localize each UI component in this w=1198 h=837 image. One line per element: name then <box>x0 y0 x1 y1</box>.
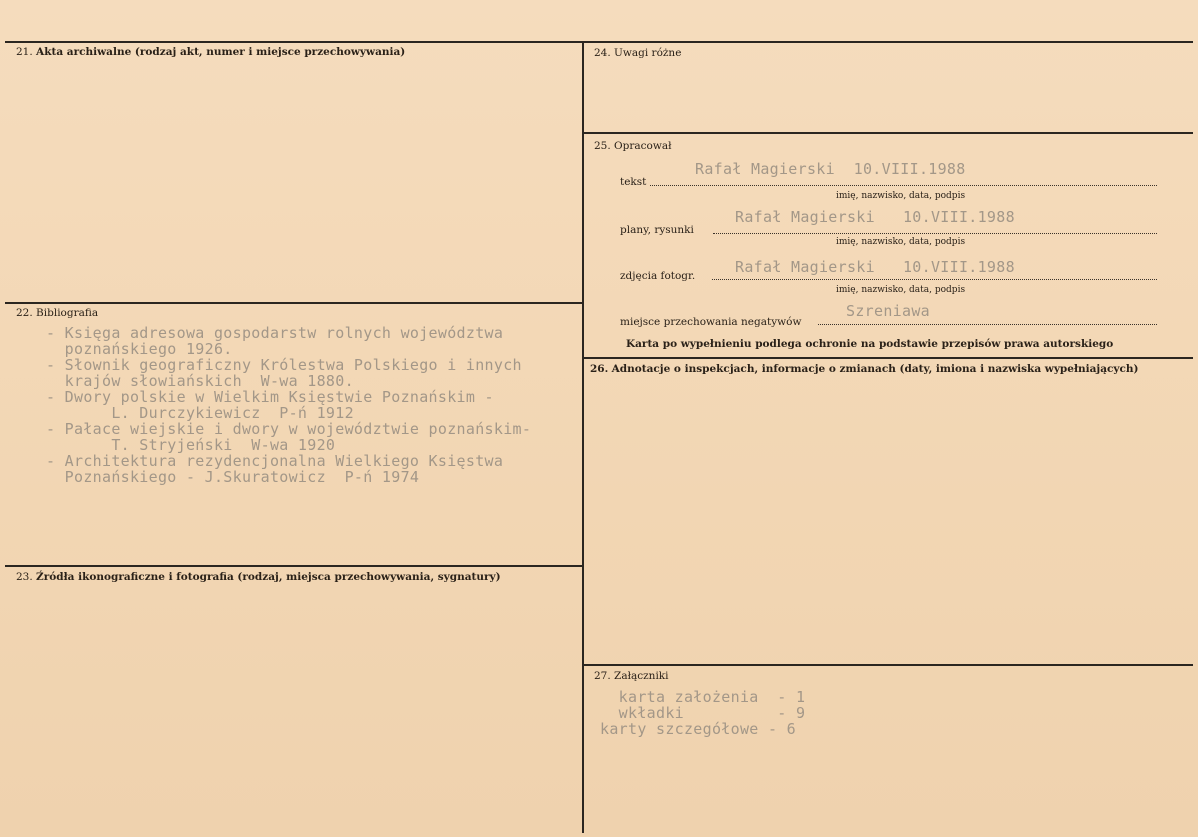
rule-22-23 <box>5 565 583 567</box>
section-27-number: 27. <box>594 670 611 682</box>
section-21-label <box>16 46 405 58</box>
attachment-line: karta założenia - 1 <box>600 688 806 706</box>
attachments-list <box>600 689 805 737</box>
section-23-number: 23. <box>16 571 33 583</box>
section-26-number: 26. <box>590 363 609 375</box>
bibliography-line: poznańskiego 1926. <box>46 340 233 358</box>
rule-21-22 <box>5 302 583 304</box>
zdjecia-sublabel: imię, nazwisko, data, podpis <box>836 285 966 295</box>
attachment-line: wkładki - 9 <box>600 704 806 722</box>
copyright-text: Karta po wypełnieniu podlega ochronie na podstawie przepisów prawa autorskiego <box>626 338 1114 350</box>
tekst-label: tekst <box>620 176 647 188</box>
section-25-title: Opracował <box>614 140 672 152</box>
section-21-number: 21. <box>16 46 33 58</box>
section-27-title: Załączniki <box>614 670 669 682</box>
section-24-label <box>594 47 681 59</box>
tekst-value: Rafał Magierski 10.VIII.1988 <box>695 160 966 178</box>
zdjecia-line <box>712 279 1157 280</box>
bibliography-line: - Słownik geograficzny Królestwa Polskiego i innych <box>46 356 522 374</box>
plany-sublabel: imię, nazwisko, data, podpis <box>836 237 966 247</box>
section-23-title: Źródła ikonograficzne i fotografia (rodzaj, miejsca przechowywania, sygnatury) <box>36 571 501 583</box>
bibliography-line: L. Durczykiewicz P-ń 1912 <box>46 404 354 422</box>
bibliography-line: krajów słowiańskich W-wa 1880. <box>46 372 354 390</box>
copyright-note <box>626 338 1113 350</box>
plany-line <box>713 233 1157 234</box>
negatywy-value: Szreniawa <box>846 302 930 320</box>
bibliography-list <box>46 325 531 485</box>
negatywy-line <box>818 324 1157 325</box>
bibliography-line: - Księga adresowa gospodarstw rolnych województwa <box>46 324 504 342</box>
bibliography-line: - Architektura rezydencjonalna Wielkiego Księstwa <box>46 452 504 470</box>
section-22-label <box>16 307 98 319</box>
zdjecia-value: Rafał Magierski 10.VIII.1988 <box>735 258 1015 276</box>
section-23-label <box>16 571 501 583</box>
section-22-number: 22. <box>16 307 33 319</box>
tekst-line <box>650 185 1157 186</box>
section-27-label <box>594 670 669 682</box>
section-25-label <box>594 140 672 152</box>
center-divider <box>582 43 584 833</box>
bibliography-line: Poznańskiego - J.Skuratowicz P-ń 1974 <box>46 468 420 486</box>
attachment-line: karty szczegółowe - 6 <box>600 720 796 738</box>
section-26-title: Adnotacje o inspekcjach, informacje o zmianach (daty, imiona i nazwiska wypełniających) <box>611 363 1139 375</box>
top-rule <box>5 41 1193 43</box>
section-24-title: Uwagi różne <box>614 47 682 59</box>
section-22-title: Bibliografia <box>36 307 99 319</box>
rule-25-26 <box>583 357 1193 359</box>
bibliography-line: T. Stryjeński W-wa 1920 <box>46 436 336 454</box>
rule-26-27 <box>583 664 1193 666</box>
bibliography-line: - Pałace wiejskie i dwory w województwie poznańskim- <box>46 420 532 438</box>
tekst-sublabel: imię, nazwisko, data, podpis <box>836 191 966 201</box>
section-26-label <box>590 363 1139 375</box>
negatywy-label: miejsce przechowania negatywów <box>620 316 802 328</box>
zdjecia-label: zdjęcia fotogr. <box>620 270 696 282</box>
section-21-title: Akta archiwalne (rodzaj akt, numer i miejsce przechowywania) <box>36 46 406 58</box>
plany-label: plany, rysunki <box>620 224 694 236</box>
rule-24-25 <box>583 132 1193 134</box>
section-25-number: 25. <box>594 140 611 152</box>
plany-value: Rafał Magierski 10.VIII.1988 <box>735 208 1015 226</box>
bibliography-line: - Dwory polskie w Wielkim Księstwie Poznańskim - <box>46 388 494 406</box>
section-24-number: 24. <box>594 47 611 59</box>
